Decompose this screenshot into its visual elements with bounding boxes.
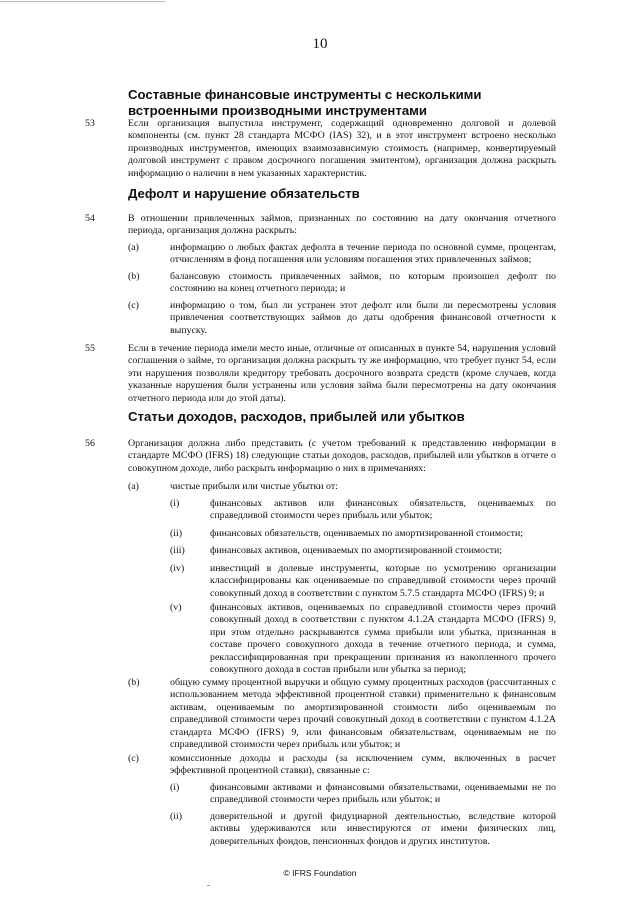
list-item: комиссионные доходы и расходы (за исключением сумм, включенных в расчет эффективной процентной ставки), связанные с: bbox=[170, 753, 556, 777]
footer-copyright: © IFRS Foundation bbox=[283, 868, 357, 878]
sub-list-item: финансовых активов или финансовых обязательств, оцениваемых по справедливой стоимости через прибыль или убыток; bbox=[210, 498, 556, 522]
sub-list-item: финансовых обязательств, оцениваемых по амортизированной стоимости; bbox=[210, 528, 523, 539]
paragraph-number: 54 bbox=[85, 213, 95, 224]
sub-list-item: финансовыми активами и финансовыми обязательствами, оцениваемыми не по справедливой стоимости через прибыль или убыток; и bbox=[210, 782, 556, 806]
item-label: (a) bbox=[128, 242, 139, 253]
heading-compound-instruments: Составные финансовые инструменты с несколькими встроенными производными инструментами bbox=[128, 87, 482, 118]
item-label: (b) bbox=[128, 271, 140, 282]
list-item: информацию о любых фактах дефолта в течение периода по основной сумме, процентам, отчислениям в фонд погашения или условиям погашения этих привлеченных займов; bbox=[170, 242, 556, 266]
list-item: балансовую стоимость привлеченных займов, по которым произошел дефолт по состоянию на конец отчетного периода; и bbox=[170, 271, 556, 295]
list-item: информацию о том, был ли устранен этот дефолт или были ли пересмотрены условия привлечения соответствующих займов до даты одобрения финансовой отчетности к выпуску. bbox=[170, 300, 556, 336]
paragraph-56: Организация должна либо представить (с учетом требований к представлению информации в стандарте МСФО (IFRS) 18) следующие статьи доходов, расходов, прибылей или убытков в отчете о совокупном доходе, либо раскрыть информацию о них в примечаниях: bbox=[128, 438, 556, 474]
sub-list-item: финансовых активов, оцениваемых по амортизированной стоимости; bbox=[210, 545, 503, 556]
subitem-label: (iv) bbox=[170, 563, 185, 574]
paragraph-54: В отношении привлеченных займов, признанных по состоянию на дату окончания отчетного периода, организация должна раскрыть: bbox=[128, 213, 556, 237]
heading-income-items: Статьи доходов, расходов, прибылей или убытков bbox=[128, 409, 465, 424]
subitem-label: (i) bbox=[170, 782, 180, 793]
list-item: чистые прибыли или чистые убытки от: bbox=[170, 481, 338, 492]
sub-list-item: инвестиций в долевые инструменты, которые по усмотрению организации классифицированы как оцениваемые по справедливой стоимости через прочий совокупный доход в соответствии с пунктом 5.7.5 стандарта МСФО (IFRS) 9; и bbox=[210, 563, 556, 599]
paragraph-number: 55 bbox=[85, 343, 95, 354]
item-label: (b) bbox=[128, 677, 140, 688]
page-number: 10 bbox=[312, 36, 328, 52]
scan-edge-line bbox=[0, 1, 165, 2]
subitem-label: (ii) bbox=[170, 811, 183, 822]
subitem-label: (iii) bbox=[170, 545, 185, 556]
item-label: (a) bbox=[128, 481, 139, 492]
item-label: (c) bbox=[128, 300, 139, 311]
list-item: общую сумму процентной выручки и общую сумму процентных расходов (рассчитанных с использованием метода эффективной процентной ставки) применительно к финансовым активам, оцениваемым по амортизированной стоимости либо оцениваемым по справедливой стоимости через прочий совокупный доход в соответствии с пунктом 4.1.2A стандарта МСФО (IFRS) 9, или финансовым обязательствам, оцениваемым не по справедливой стоимости через прибыль или убыток; и bbox=[170, 677, 556, 751]
paragraph-53: Если организация выпустила инструмент, содержащий одновременно долговой и долевой компоненты (см. пункт 28 стандарта МСФО (IAS) 32), и в этот инструмент встроено несколько производных инструментов, имеющих взаимозависимую стоимость (например, конвертируемый долговой инструмент с правом досрочного погашения эмитентом), организация должна раскрыть информацию о наличии в нем указанных характеристик. bbox=[128, 118, 556, 179]
item-label: (c) bbox=[128, 753, 139, 764]
paragraph-number: 56 bbox=[85, 438, 95, 449]
paragraph-number: 53 bbox=[85, 118, 95, 129]
subitem-label: (i) bbox=[170, 498, 180, 509]
subitem-label: (ii) bbox=[170, 528, 183, 539]
heading-default: Дефолт и нарушение обязательств bbox=[128, 186, 360, 201]
sub-list-item: финансовых активов, оцениваемых по справедливой стоимости через прочий совокупный доход в соответствии с пунктом 4.1.2A стандарта МСФО (IFRS) 9, при этом отдельно раскрываются сумма прибыли или убытка, признанная в составе прочего совокупного дохода в течение отчетного периода, и сумма, реклассифицированная при прекращении признания из накопленного прочего совокупного дохода в состав прибыли или убытка за период; bbox=[210, 602, 556, 676]
sub-list-item: доверительной и другой фидуциарной деятельностью, вследствие которой активы удерживаются или инвестируются от имени физических лиц, доверительных фондов, пенсионных фондов и других институтов. bbox=[210, 811, 556, 847]
scan-speck bbox=[207, 885, 210, 886]
paragraph-55: Если в течение периода имели место иные, отличные от описанных в пункте 54, нарушения условий соглашения о займе, то организация должна раскрыть ту же информацию, что требует пункт 54, если эти нарушения позволяли кредитору требовать досрочного возврата средств (кроме случаев, когда указанные нарушения были устранены или условия займа были пересмотрены на дату окончания отчетного периода или до этой даты). bbox=[128, 343, 556, 404]
subitem-label: (v) bbox=[170, 602, 182, 613]
